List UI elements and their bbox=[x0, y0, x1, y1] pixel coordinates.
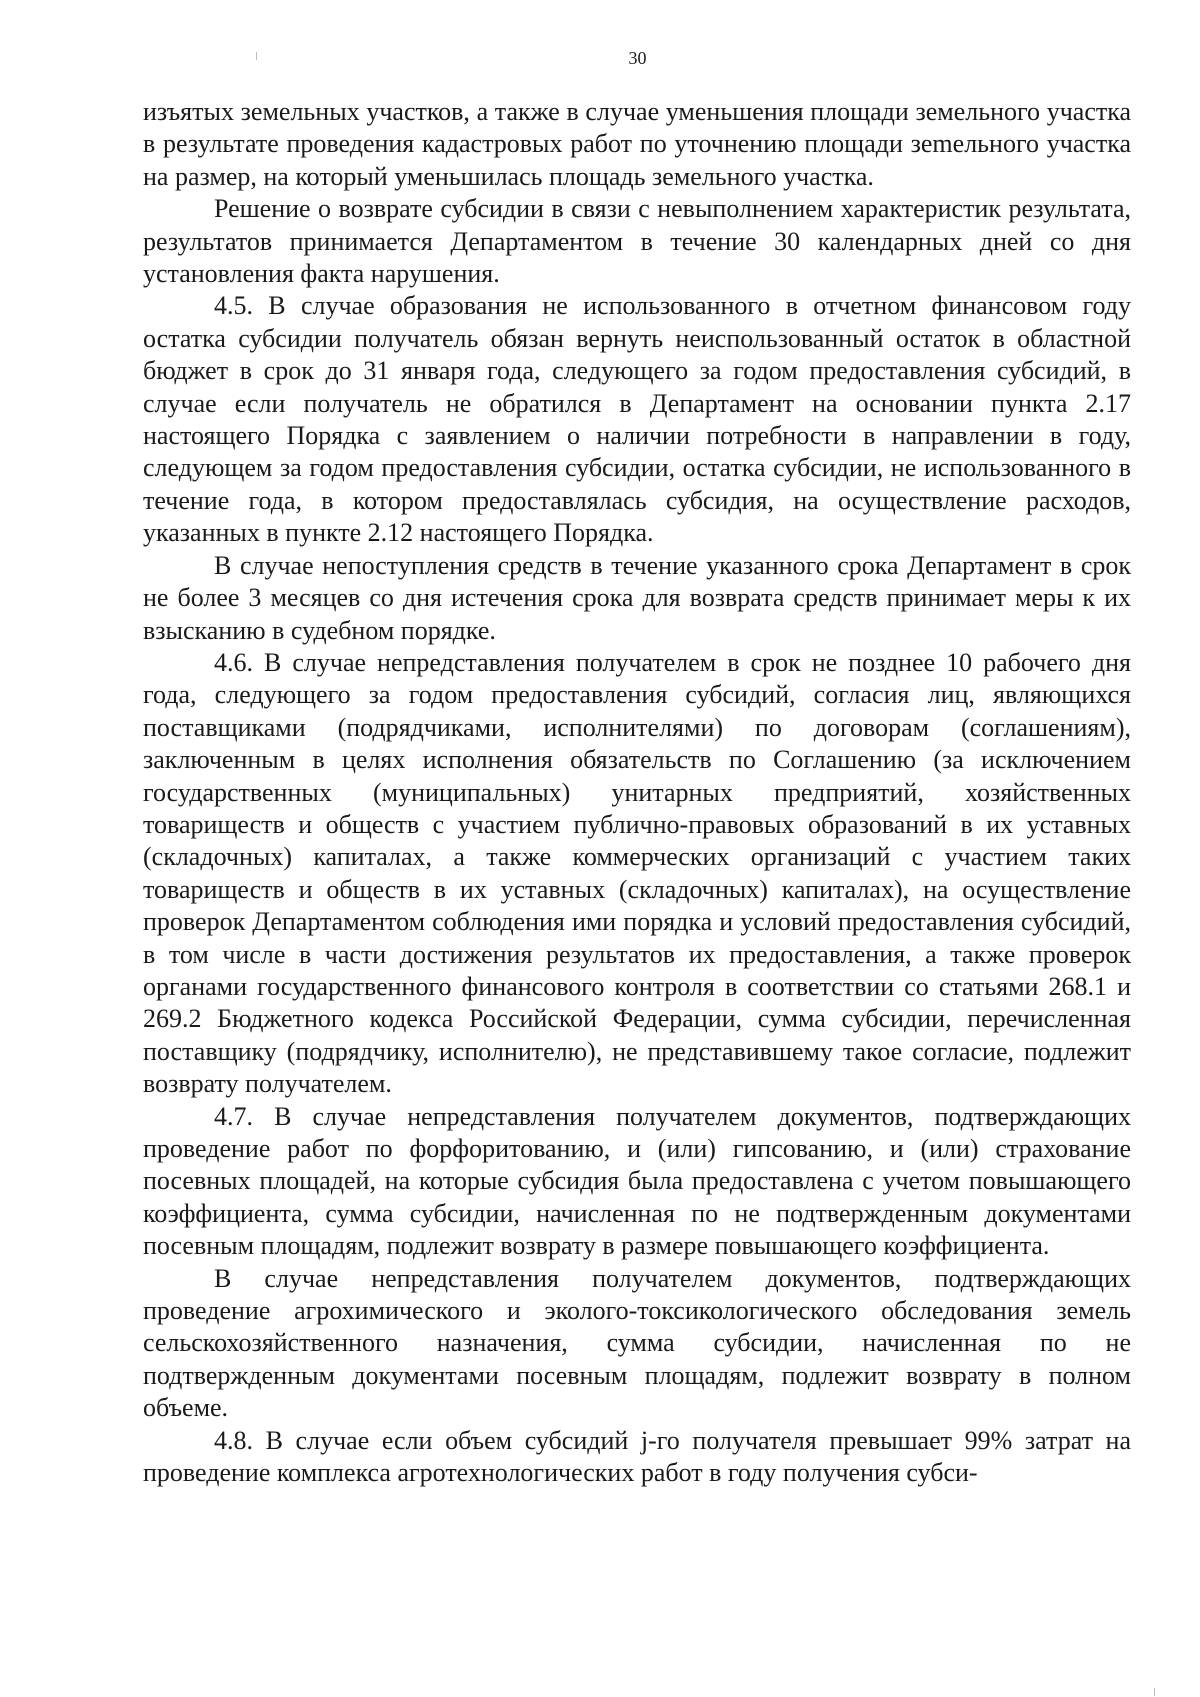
paragraph-1: изъятых земельных участков, а также в случае уменьшения площади земельного участка в результате проведения кадастровых работ по уточнению площади зеmельного участка на размер, на который уменьшилась площадь земельного участка. bbox=[143, 97, 1131, 191]
paragraph-4-5: 4.5. В случае образования не использованного в отчетном финансовом году остатка субсидии получатель обязан вернуть неиспользованный остаток в областной бюджет в срок до 31 января года, следующего за годом предоставления субсидий, в случае если получатель не обратился в Департамент на основании пункта 2.17 настоящего Порядка с заявлением о наличии потребности в направлении в году, следующем за годом предоставления субсидии, остатка субсидии, не использованного в течение года, в котором предоставлялась субсидия, на осуществление расходов, указанных в пункте 2.12 настоящего Порядка. bbox=[143, 291, 1131, 548]
paragraph-4-5-continued: В случае непоступления средств в течение указанного срока Департамент в срок не более 3 месяцев со дня истечения срока для возврата средств принимает меры к их взысканию в судебном порядке. bbox=[143, 550, 1131, 645]
scan-artifact bbox=[256, 52, 257, 60]
paragraph-4-7: 4.7. В случае непредставления получателем документов, подтверждающих проведение работ по форфоритованию, и (или) гипсованию, и (или) страхование посевных площадей, на которые субсидия была предоставлена с учетом повышающего коэффициента, сумма субсидии, начисленная по не подтвержденным документами посевным площадям, подлежит возврату в размере повышающего коэффициента. bbox=[143, 1101, 1131, 1261]
paragraph-4-7-continued: В случае непредставления получателем документов, подтверждающих проведение агрохимического и эколого-токсикологического обследования земель сельскохозяйственного назначения, сумма субсидии, начисленная по не подтвержденным документами посевным площадям, подлежит возврату в полном объеме. bbox=[143, 1263, 1131, 1423]
scan-artifact bbox=[1154, 1688, 1155, 1696]
page-number: 30 bbox=[628, 48, 647, 68]
paragraph-4-6: 4.6. В случае непредставления получателем в срок не позднее 10 рабочего дня года, следующего за годом предоставления субсидий, согласия лиц, являющихся поставщиками (подрядчиками, исполнителями) по договорам (соглашениям), заключенным в целях исполнения обязательств по Соглашению (за исключением государственных (муниципальных) унитарных предприятий, хозяйственных товариществ и обществ с участием публично-правовых образований в их уставных (складочных) капиталах, а также коммерческих организаций с участием таких товариществ и обществ в их уставных (складочных) капиталах), на осуществление проверок Департаментом соблюдения ими порядка и условий предоставления субсидий, в том числе в части достижения результатов их предоставления, а также проверок органами государственного финансового контроля в соответствии со статьями 268.1 и 269.2 Бюджетного кодекса Российской Федерации, сумма субсидии, перечисленная поставщику (подрядчику, исполнителю), не представившему такое согласие, подлежит возврату получателем. bbox=[143, 647, 1131, 1099]
document-body bbox=[143, 96, 1131, 1489]
paragraph-4-8: 4.8. В случае если объем субсидий j-го получателя превышает 99% затрат на проведение комплекса агротехнологических работ в году получения субси- bbox=[143, 1425, 1131, 1488]
paragraph-2: Решение о возврате субсидии в связи с невыполнением характеристик результата, результатов принимается Департаментом в течение 30 календарных дней со дня установления факта нарушения. bbox=[143, 194, 1131, 289]
